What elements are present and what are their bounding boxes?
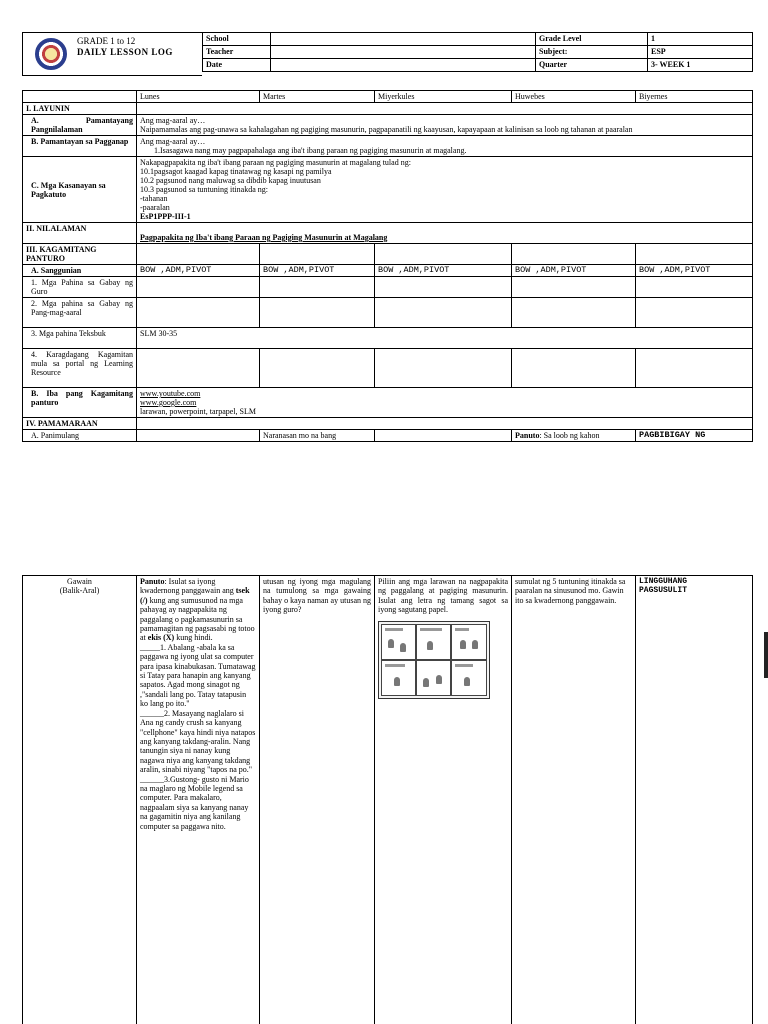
comic-panel-b <box>416 624 451 660</box>
comic-panel-a <box>381 624 416 660</box>
school-value <box>271 33 536 46</box>
gabay-mag-aaral-1 <box>137 298 260 328</box>
pamantayang-pangnilalaman-content <box>137 115 753 136</box>
karagdagang-4 <box>512 349 636 388</box>
pamantayan-sa-pagganap-label: B. Pamantayan sa Pagganap <box>23 136 137 157</box>
kasanayan-line-4: -tahanan <box>140 194 168 203</box>
grade-level-value: 1 <box>648 33 753 46</box>
youtube-link[interactable]: www.youtube.com <box>140 389 201 398</box>
panimulang-huwebes-text: : Sa loob ng kahon <box>539 431 600 440</box>
pamamaraan-heading: IV. PAMAMARAAN <box>23 418 137 430</box>
gawain-row <box>23 576 753 1024</box>
kasanayan-label: C. Mga Kasanayan sa Pagkatuto <box>23 157 137 223</box>
karagdagang-1 <box>137 349 260 388</box>
day-biyernes: Biyernes <box>636 91 753 103</box>
pagganap-line2: 1.Isasagawa nang may pagpapahalaga ang iba't ibang paraan ng pagiging masunurin at magalang. <box>154 146 467 155</box>
kagamitan-blank-4 <box>512 244 636 265</box>
pamantayang-pangnilalaman-row <box>23 115 753 136</box>
lesson-plan-table <box>22 90 753 442</box>
panimulang-martes: Naranasan mo na bang <box>260 430 375 442</box>
gawain-label-line1: Gawain <box>67 577 92 586</box>
panimulang-biyernes: PAGBIBIGAY NG <box>636 430 753 442</box>
teksbuk-label: 3. Mga pahina Teksbuk <box>23 328 137 349</box>
gabay-mag-aaral-3 <box>375 298 512 328</box>
kagamitan-heading: III. KAGAMITANG PANTURO <box>23 244 137 265</box>
day-huwebes: Huwebes <box>512 91 636 103</box>
gawain-label <box>23 576 137 1024</box>
teksbuk-value: SLM 30-35 <box>137 328 753 349</box>
ekis-mark: ekis (X) <box>147 633 175 643</box>
comic-panel-e <box>416 660 451 696</box>
karagdagang-2 <box>260 349 375 388</box>
pangnilalaman-line1: Ang mag-aaral ay… <box>140 116 206 125</box>
kasanayan-line-0: Nakapagpapakita ng iba't ibang paraan ng pagiging masunurin at magalang tulad ng: <box>140 158 411 167</box>
panuto-huwebes: Panuto <box>515 431 540 440</box>
kagamitan-blank-2 <box>260 244 375 265</box>
nilalaman-row <box>23 223 753 244</box>
pamantayan-sa-pagganap-row <box>23 136 753 157</box>
panimulang-lunes <box>137 430 260 442</box>
comic-panel-f <box>451 660 487 696</box>
gabay-guro-label: 1. Mga Pahina sa Gabay ng Guro <box>23 277 137 298</box>
gabay-guro-row <box>23 277 753 298</box>
layunin-heading: I. LAYUNIN <box>23 103 137 115</box>
panimulang-miyerkules <box>375 430 512 442</box>
lunes-instructions <box>140 577 256 643</box>
iba-pang-kagamitan-label: B. Iba pang Kagamitang panturo <box>23 388 137 418</box>
corner-cell <box>23 91 137 103</box>
gabay-mag-aaral-2 <box>260 298 375 328</box>
kasanayan-line-2: 10.2 pagsunod nang maluwag sa dibdib kapag inuutusan <box>140 176 321 185</box>
comic-panels-image <box>378 621 490 699</box>
kasanayan-content <box>137 157 753 223</box>
gabay-mag-aaral-label: 2. Mga pahina sa Gabay ng Pang-mag-aaral <box>23 298 137 328</box>
lunes-item-1: _____1. Abalang -abala ka sa paggawa ng iyong ulat sa computer para ipasa kinabukasan. Tumatawag si Tatay para hanapin ang kanyang sapatos. Agad mong sinagot ng ,"sandali lang po. Tatay tatapusin ko lang po ito." <box>140 642 256 709</box>
kagamitan-blank-1 <box>137 244 260 265</box>
karagdagang-3 <box>375 349 512 388</box>
google-link[interactable]: www.google.com <box>140 398 197 407</box>
gabay-guro-4 <box>512 277 636 298</box>
panuto-lunes: Panuto <box>140 577 165 586</box>
pamantayang-pangnilalaman-label: A. Pamantayang Pangnilalaman <box>23 115 137 136</box>
gawain-lunes <box>137 576 260 1024</box>
date-value <box>271 59 536 72</box>
gawain-biyernes <box>636 576 753 1024</box>
pamamaraan-heading-row <box>23 418 753 430</box>
header-row-date <box>203 59 753 72</box>
pamamaraan-blank <box>137 418 753 430</box>
lunes-item-3: ______3.Gustong- gusto ni Mario na maglaro ng Mobile legend sa computer. Para makalaro, nagpaalam siya sa kanyang nanay na gagamitin niya ang kanilang computer sa paggawa nito. <box>140 774 249 831</box>
header-row-teacher <box>203 46 753 59</box>
kasanayan-row <box>23 157 753 223</box>
kagamitan-blank-5 <box>636 244 753 265</box>
nilalaman-content: Pagpapakita ng Iba't ibang Paraan ng Pagiging Masunurin at Magalang <box>137 223 753 244</box>
gawain-label-line2: (Balik-Aral) <box>59 586 100 596</box>
deped-seal-icon <box>35 38 67 70</box>
gabay-mag-aaral-5 <box>636 298 753 328</box>
header-title-line1: GRADE 1 to 12 <box>77 36 136 46</box>
comic-panel-d <box>381 660 416 696</box>
layunin-heading-blank <box>137 103 753 115</box>
sanggunian-huwebes: BOW ,ADM,PIVOT <box>512 265 636 277</box>
panimulang-huwebes <box>512 430 636 442</box>
kasanayan-line-1: 10.1pagsagot kaagad kapag tinatawag ng kasapi ng pamilya <box>140 167 332 176</box>
biyernes-line2: PAGSUSULIT <box>639 586 688 596</box>
sanggunian-label: A. Sanggunian <box>23 265 137 277</box>
karagdagang-kagamitan-label: 4. Karagdagang Kagamitan mula sa portal ng Learning Resource <box>23 349 137 388</box>
gabay-guro-2 <box>260 277 375 298</box>
kasanayan-line-3: 10.3 pagsunod sa tuntuning itinakda ng: <box>140 185 268 194</box>
quarter-value: 3- WEEK 1 <box>648 59 753 72</box>
teksbuk-row <box>23 328 753 349</box>
date-label: Date <box>203 59 271 72</box>
school-label: School <box>203 33 271 46</box>
header-row-school <box>203 33 753 46</box>
iba-pang-kagamitan-row <box>23 388 753 418</box>
subject-label: Subject: <box>536 46 648 59</box>
sanggunian-row <box>23 265 753 277</box>
iba-pang-materials: larawan, powerpoint, tarpapel, SLM <box>140 407 256 416</box>
gabay-mag-aaral-row <box>23 298 753 328</box>
sanggunian-martes: BOW ,ADM,PIVOT <box>260 265 375 277</box>
gabay-guro-3 <box>375 277 512 298</box>
lunes-intro2: kung ang sumusunod na mga pahayag ay nagpapakita ng paggalang o pagkamasunurin sa pamamagitan ng pagsasabi ng totoo at <box>140 595 255 643</box>
day-martes: Martes <box>260 91 375 103</box>
gabay-guro-1 <box>137 277 260 298</box>
kagamitan-blank-3 <box>375 244 512 265</box>
sanggunian-lunes: BOW ,ADM,PIVOT <box>137 265 260 277</box>
lunes-intro1: : Isulat sa iyong kwadernong panggawain ang <box>140 577 236 596</box>
panimulang-label: A. Panimulang <box>23 430 137 442</box>
biyernes-line1: LINGGUHANG <box>639 577 688 586</box>
lunes-intro3: kung hindi. <box>174 633 213 643</box>
grade-level-label: Grade Level <box>536 33 648 46</box>
teacher-value <box>271 46 536 59</box>
page-edge-mark <box>764 632 768 678</box>
pamantayan-sa-pagganap-content <box>137 136 753 157</box>
gawain-huwebes: sumulat ng 5 tuntuning itinakda sa paaralan na sinusunod mo. Gawin ito sa kwadernong panggawain. <box>512 576 636 1024</box>
layunin-heading-row <box>23 103 753 115</box>
karagdagang-5 <box>636 349 753 388</box>
iba-pang-kagamitan-content <box>137 388 753 418</box>
lunes-item-2: ______2. Masayang naglalaro si Ana ng candy crush sa kanyang "cellphone" kaya hindi niya natapos ang kanyang takdang-aralin. Nang tanungin siya ni nanay kung nagawa niya ang kanyang takdang aralin, sinabi niyang "tapos na po." <box>140 708 256 775</box>
gawain-martes: utusan ng iyong mga magulang na tumulong sa mga gawaing bahay o kaya naman ay utusan ng iyong guro? <box>260 576 375 1024</box>
header-info-table <box>202 32 753 72</box>
kasanayan-line-5: -paaralan <box>140 203 170 212</box>
quarter-label: Quarter <box>536 59 648 72</box>
nilalaman-heading: II. NILALAMAN <box>23 223 137 244</box>
kagamitan-heading-row <box>23 244 753 265</box>
day-lunes: Lunes <box>137 91 260 103</box>
gawain-table <box>22 575 753 1024</box>
panimulang-row <box>23 430 753 442</box>
karagdagang-kagamitan-row <box>23 349 753 388</box>
days-header-row <box>23 91 753 103</box>
header-logo-area <box>22 32 202 76</box>
pagganap-line1: Ang mag-aaral ay… <box>140 137 206 146</box>
gawain-miyerkules <box>375 576 512 1024</box>
gabay-mag-aaral-4 <box>512 298 636 328</box>
teacher-label: Teacher <box>203 46 271 59</box>
sanggunian-miyerkules: BOW ,ADM,PIVOT <box>375 265 512 277</box>
sanggunian-biyernes: BOW ,ADM,PIVOT <box>636 265 753 277</box>
kasanayan-code: EsP1PPP-III-1 <box>140 212 191 221</box>
day-miyerkules: Miyerkules <box>375 91 512 103</box>
tsek-mark: tsek (/) <box>140 586 250 605</box>
comic-panel-c <box>451 624 487 660</box>
subject-value: ESP <box>648 46 753 59</box>
header-title-line2: DAILY LESSON LOG <box>77 47 173 57</box>
miyerkules-instructions: Piliin ang mga larawan na nagpapakita ng paggalang at pagiging masunurin. Isulat ang letra ng tamang sagot sa iyong sagutang papel. <box>378 577 508 615</box>
gabay-guro-5 <box>636 277 753 298</box>
pangnilalaman-line2: Naipamamalas ang pag-unawa sa kahalagahan ng pagiging masunurin, pagpapanatili ng kaayusan, kapayapaan at kalinisan sa loob ng tahanan at paaralan <box>140 125 633 134</box>
